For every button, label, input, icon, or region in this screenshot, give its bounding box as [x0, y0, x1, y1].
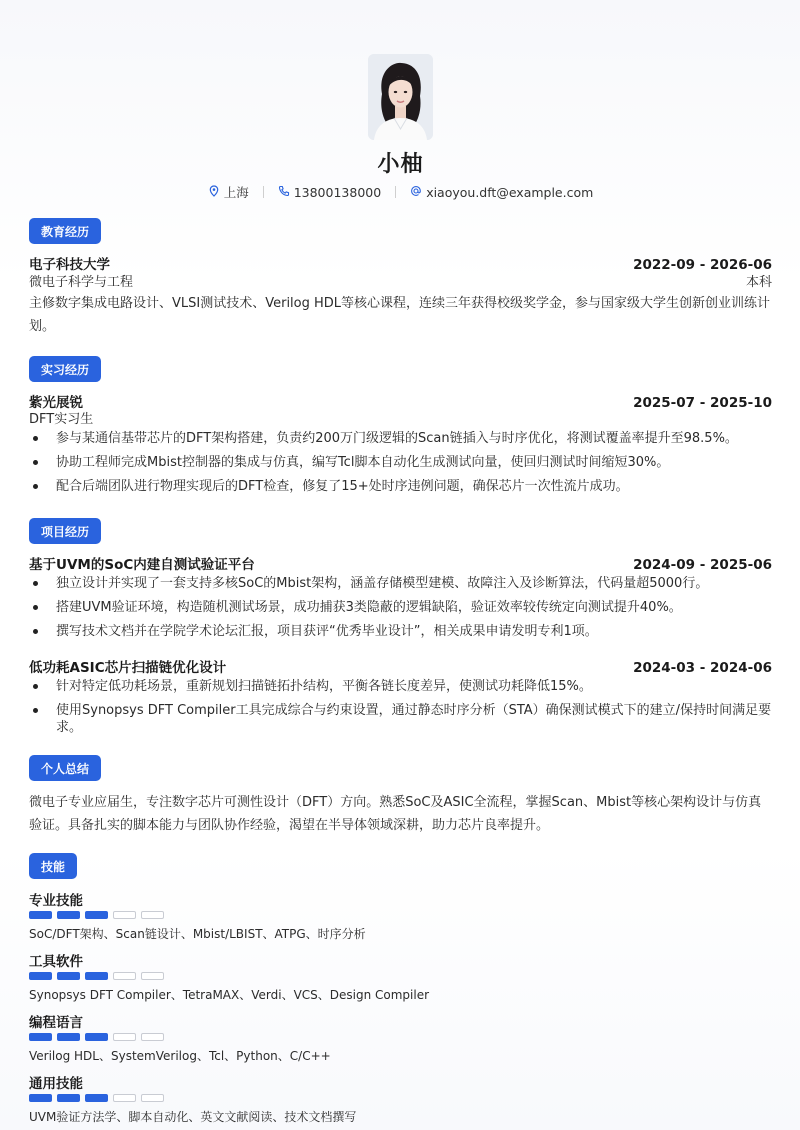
candidate-name: 小柚 — [377, 152, 424, 177]
skill-level-segment-filled — [85, 911, 108, 919]
divider — [263, 186, 264, 198]
contact-email[interactable]: xiaoyou.dft@example.com — [410, 185, 593, 200]
list-item: 独立设计并实现了一套支持多核SoC的Mbist架构，涵盖存储模型建模、故障注入及诊断算法，代码量超5000行。 — [29, 575, 772, 592]
skill-level-segment-filled — [57, 972, 80, 980]
skill-level-segment-filled — [85, 972, 108, 980]
skill-level-segment-empty — [113, 911, 136, 919]
section-badge-skills: 技能 — [29, 853, 77, 879]
list-item: 搭建UVM验证环境，构造随机测试场景，成功捕获3类隐蔽的逻辑缺陷，验证效率较传统定向测试提升40%。 — [29, 599, 772, 616]
skill-level-segment-empty — [113, 1094, 136, 1102]
section-badge-projects: 项目经历 — [29, 518, 101, 544]
skill-name: 通用技能 — [29, 1076, 83, 1092]
skill-level-segment-filled — [85, 1094, 108, 1102]
skill-level-segment-filled — [29, 972, 52, 980]
education-header — [29, 253, 772, 273]
internship-date: 2025-07 - 2025-10 — [633, 395, 772, 411]
school-name: 电子科技大学 — [29, 257, 110, 273]
internship-role: DFT实习生 — [29, 412, 94, 427]
internship-role-row — [29, 408, 772, 427]
project-2-header — [29, 656, 772, 676]
education-description: 主修数字集成电路设计、VLSI测试技术、Verilog HDL等核心课程，连续三年获得校级奖学金，参与国家级大学生创新创业训练计划。 — [29, 296, 771, 334]
skill-level-segment-filled — [57, 1094, 80, 1102]
section-badge-summary: 个人总结 — [29, 755, 101, 781]
project-date: 2024-03 - 2024-06 — [633, 660, 772, 676]
location-pin-icon — [208, 185, 220, 200]
degree: 本科 — [745, 275, 772, 290]
project-date: 2024-09 - 2025-06 — [633, 557, 772, 573]
list-item: 使用Synopsys DFT Compiler工具完成综合与约束设置，通过静态时序分析（STA）确保测试模式下的建立/保持时间满足要求。 — [29, 702, 772, 736]
project-1-bullets — [29, 575, 772, 647]
contact-location: 上海 — [208, 183, 249, 201]
skill-name: 编程语言 — [29, 1015, 83, 1031]
skill-level-segment-filled — [29, 1094, 52, 1102]
skill-level-segment-filled — [29, 911, 52, 919]
company-name: 紫光展锐 — [29, 395, 83, 411]
skill-level-segment-filled — [85, 1033, 108, 1041]
project-2-bullets — [29, 678, 772, 743]
project-title: 低功耗ASIC芯片扫描链优化设计 — [29, 660, 227, 676]
education-date: 2022-09 - 2026-06 — [633, 257, 772, 273]
section-badge-education: 教育经历 — [29, 218, 101, 244]
divider — [395, 186, 396, 198]
list-item: 撰写技术文档并在学院学术论坛汇报，项目获评“优秀毕业设计”，相关成果申请发明专利1项。 — [29, 623, 772, 640]
contact-phone[interactable]: 13800138000 — [278, 185, 381, 200]
skill-level-segment-empty — [113, 1033, 136, 1041]
list-item: 协助工程师完成Mbist控制器的集成与仿真，编写Tcl脚本自动化生成测试向量，使回归测试时间缩短30%。 — [29, 454, 772, 471]
skill-level-segment-empty — [113, 972, 136, 980]
skill-level-bar — [29, 911, 164, 919]
internship-bullets — [29, 430, 772, 502]
skill-level-segment-filled — [29, 1033, 52, 1041]
list-item: 配合后端团队进行物理实现后的DFT检查，修复了15+处时序违例问题，确保芯片一次性流片成功。 — [29, 478, 772, 495]
skill-name: 工具软件 — [29, 954, 83, 970]
project-1-header — [29, 553, 772, 573]
skill-description: Synopsys DFT Compiler、TetraMAX、Verdi、VCS、Design Compiler — [29, 988, 430, 1002]
at-sign-icon — [410, 185, 422, 200]
skill-name: 专业技能 — [29, 893, 83, 909]
skill-description: UVM验证方法学、脚本自动化、英文文献阅读、技术文档撰写 — [29, 1110, 357, 1124]
skill-description: SoC/DFT架构、Scan链设计、Mbist/LBIST、ATPG、时序分析 — [29, 927, 366, 941]
major: 微电子科学与工程 — [29, 275, 134, 290]
skill-level-segment-filled — [57, 911, 80, 919]
summary-text: 微电子专业应届生，专注数字芯片可测性设计（DFT）方向。熟悉SoC及ASIC全流程，掌握Scan、Mbist等核心架构设计与仿真验证。具备扎实的脚本能力与团队协作经验，渴望在半导体领域深耕，助力芯片良率提升。 — [29, 795, 762, 833]
list-item: 参与某通信基带芯片的DFT架构搭建，负责约200万门级逻辑的Scan链插入与时序优化，将测试覆盖率提升至98.5%。 — [29, 430, 772, 447]
resume-page — [29, 0, 772, 1130]
skill-level-segment-filled — [57, 1033, 80, 1041]
skill-level-segment-empty — [141, 1033, 164, 1041]
education-subheader — [29, 271, 772, 290]
skill-level-bar — [29, 1033, 164, 1041]
skill-description: Verilog HDL、SystemVerilog、Tcl、Python、C/C++ — [29, 1049, 331, 1063]
skill-level-segment-empty — [141, 1094, 164, 1102]
list-item: 针对特定低功耗场景，重新规划扫描链拓扑结构，平衡各链长度差异，使测试功耗降低15%。 — [29, 678, 772, 695]
contact-bar — [29, 183, 772, 201]
skill-level-bar — [29, 972, 164, 980]
project-title: 基于UVM的SoC内建自测试验证平台 — [29, 557, 255, 573]
profile-photo — [368, 54, 433, 140]
skill-level-segment-empty — [141, 911, 164, 919]
section-badge-internship: 实习经历 — [29, 356, 101, 382]
phone-icon — [278, 185, 290, 200]
skill-level-bar — [29, 1094, 164, 1102]
skill-level-segment-empty — [141, 972, 164, 980]
